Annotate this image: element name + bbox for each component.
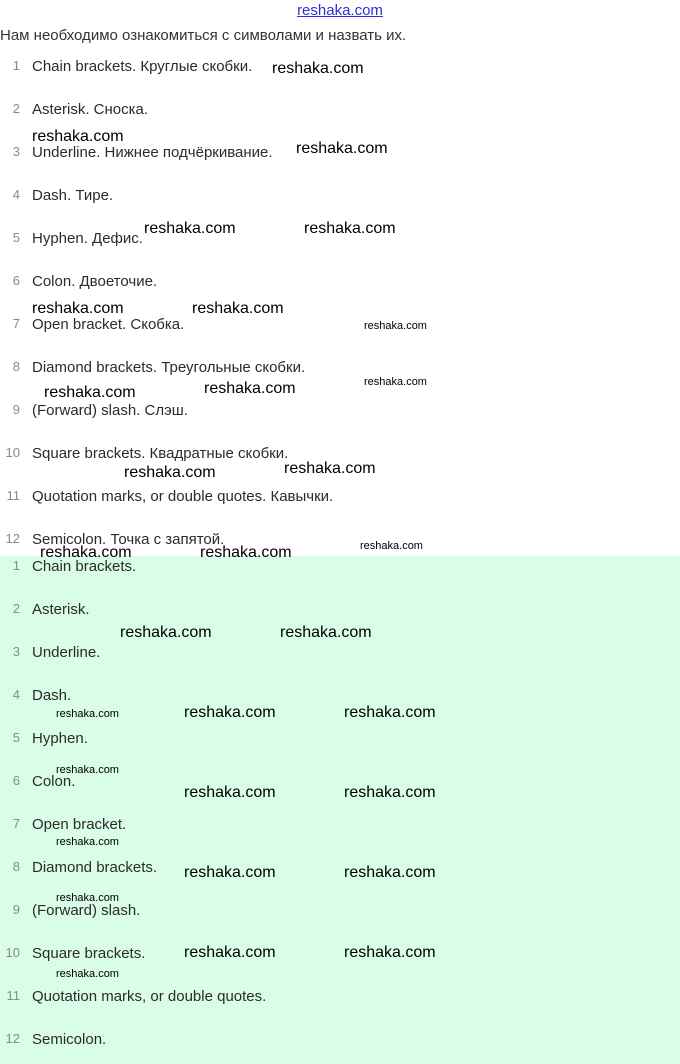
item-text: Hyphen. Дефис. — [32, 230, 143, 247]
item-number: 3 — [12, 144, 20, 159]
item-number: 6 — [12, 273, 20, 288]
item-number: 1 — [12, 558, 20, 573]
watermark: reshaka.com — [184, 944, 276, 961]
watermark: reshaka.com — [184, 704, 276, 721]
item-number: 9 — [12, 902, 20, 917]
item-text: Semicolon. Точка с запятой. — [32, 531, 225, 548]
task-instruction: Нам необходимо ознакомиться с символами и назвать их. — [0, 27, 407, 44]
list-item — [0, 400, 680, 443]
watermark: reshaka.com — [56, 836, 119, 848]
item-text: (Forward) slash. Слэш. — [32, 402, 188, 419]
item-text: Underline. — [32, 644, 101, 661]
item-number: 4 — [12, 687, 20, 702]
item-number: 11 — [6, 988, 20, 1003]
item-number: 9 — [12, 402, 20, 417]
watermark: reshaka.com — [124, 464, 216, 481]
item-text: Square brackets. Квадратные скобки. — [32, 445, 289, 462]
list-item — [0, 314, 680, 357]
watermark: reshaka.com — [56, 708, 119, 720]
watermark: reshaka.com — [204, 380, 296, 397]
watermark: reshaka.com — [364, 320, 427, 332]
watermark: reshaka.com — [296, 140, 388, 157]
item-number: 11 — [6, 488, 20, 503]
site-link[interactable]: reshaka.com — [297, 2, 383, 19]
item-number: 2 — [12, 601, 20, 616]
item-number: 7 — [12, 816, 20, 831]
item-text: Diamond brackets. Треугольные скобки. — [32, 359, 306, 376]
item-text: Chain brackets. Круглые скобки. — [32, 58, 253, 75]
list-item — [0, 486, 680, 529]
item-number: 8 — [12, 859, 20, 874]
item-number: 8 — [12, 359, 20, 374]
answer-item — [0, 986, 680, 1029]
watermark: reshaka.com — [56, 892, 119, 904]
item-number: 7 — [12, 316, 20, 331]
item-text: Open bracket. Скобка. — [32, 316, 185, 333]
answer-item — [0, 900, 680, 943]
item-text: Dash. Тире. — [32, 187, 114, 204]
watermark: reshaka.com — [364, 376, 427, 388]
item-number: 4 — [12, 187, 20, 202]
item-number: 1 — [12, 58, 20, 73]
watermark: reshaka.com — [144, 220, 236, 237]
watermark: reshaka.com — [344, 784, 436, 801]
watermark: reshaka.com — [44, 384, 136, 401]
item-text: Asterisk. Сноска. — [32, 101, 149, 118]
item-number: 6 — [12, 773, 20, 788]
watermark: reshaka.com — [304, 220, 396, 237]
watermark: reshaka.com — [184, 864, 276, 881]
watermark: reshaka.com — [120, 624, 212, 641]
watermark: reshaka.com — [56, 764, 119, 776]
item-number: 10 — [5, 945, 20, 960]
item-text: Square brackets. — [32, 945, 146, 962]
item-text: Underline. Нижнее подчёркивание. — [32, 144, 273, 161]
watermark: reshaka.com — [344, 944, 436, 961]
item-number: 5 — [12, 230, 20, 245]
item-text: Open bracket. — [32, 816, 127, 833]
watermark: reshaka.com — [344, 864, 436, 881]
item-number: 10 — [5, 445, 20, 460]
watermark: reshaka.com — [360, 540, 423, 552]
item-text: Quotation marks, or double quotes. — [32, 988, 267, 1005]
item-text: (Forward) slash. — [32, 902, 141, 919]
item-text: Chain brackets. — [32, 558, 137, 575]
item-number: 2 — [12, 101, 20, 116]
item-text: Colon. — [32, 773, 76, 790]
item-number: 5 — [12, 730, 20, 745]
item-number: 12 — [5, 1031, 20, 1046]
watermark: reshaka.com — [32, 128, 124, 145]
watermark: reshaka.com — [284, 460, 376, 477]
watermark: reshaka.com — [40, 544, 132, 561]
answer-item — [0, 642, 680, 685]
watermark: reshaka.com — [56, 968, 119, 980]
item-text: Asterisk. — [32, 601, 90, 618]
watermark: reshaka.com — [192, 300, 284, 317]
answer-item — [0, 771, 680, 814]
item-text: Diamond brackets. — [32, 859, 158, 876]
item-text: Dash. — [32, 687, 72, 704]
item-number: 3 — [12, 644, 20, 659]
item-text: Quotation marks, or double quotes. Кавычки. — [32, 488, 334, 505]
watermark: reshaka.com — [200, 544, 292, 561]
watermark: reshaka.com — [280, 624, 372, 641]
item-number: 12 — [5, 531, 20, 546]
watermark: reshaka.com — [32, 300, 124, 317]
item-text: Hyphen. — [32, 730, 88, 747]
answer-item — [0, 1029, 680, 1064]
watermark: reshaka.com — [184, 784, 276, 801]
item-text: Semicolon. — [32, 1031, 107, 1048]
item-text: Colon. Двоеточие. — [32, 273, 158, 290]
watermark: reshaka.com — [272, 60, 364, 77]
watermark: reshaka.com — [344, 704, 436, 721]
answer-item — [0, 685, 680, 728]
answer-item — [0, 556, 680, 599]
